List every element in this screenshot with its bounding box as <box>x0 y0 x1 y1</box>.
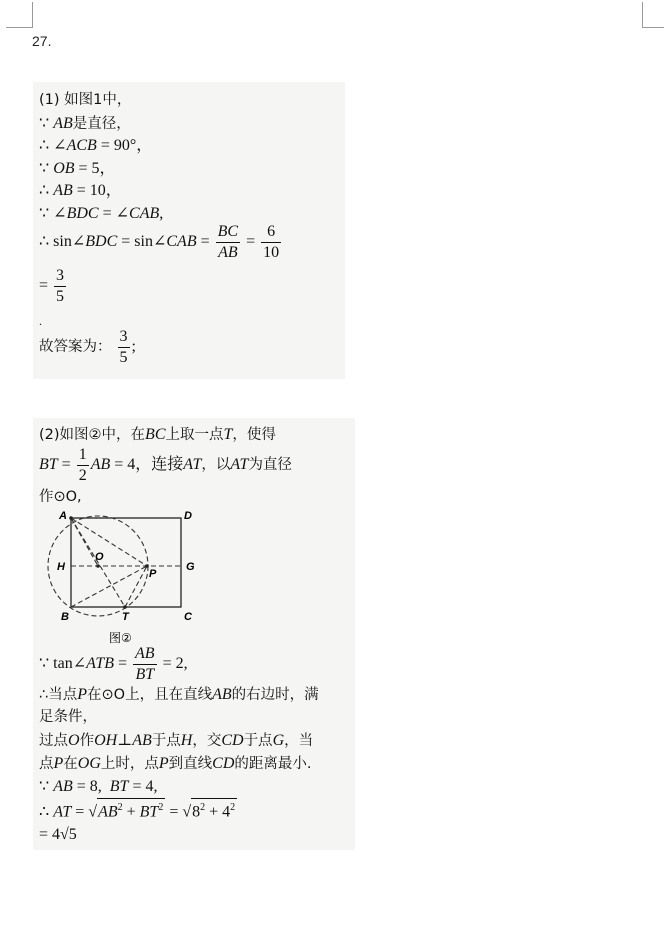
part1-line4: ∵ OB = 5， <box>39 160 116 177</box>
part2-line6: ∴当点P在⊙O上，且在直线AB的右边时，满 <box>39 686 319 703</box>
label-h: H <box>57 561 65 573</box>
question-number: 27. <box>32 33 52 49</box>
part1-dot: . <box>39 314 42 328</box>
fraction-bc-ab: $\frac{BC}{AB}$ <box>217 223 239 261</box>
part1-line1: (1) 如图1中， <box>39 92 132 108</box>
part1-line3: ∴ ∠ACB = 90°， <box>39 137 153 154</box>
solution-part2-image <box>33 418 355 850</box>
part2-line8: 过点O作OH⊥AB于点H，交CD于点G，当 <box>39 732 314 749</box>
crop-mark-top-right-horizontal <box>642 27 664 28</box>
part2-line11: ∴ AT = $√AB^2 + BT^2 = √8^2 + 4^2$ <box>39 798 237 823</box>
crop-mark-top-left-vertical <box>32 2 33 28</box>
part2-line1: (2)如图②中，在BC上取一点T，使得 <box>39 426 276 443</box>
fraction-1-2: $\frac{1}{2}$ <box>78 446 87 484</box>
crop-mark-top-left-horizontal <box>6 27 33 28</box>
part1-line2: ∵ AB是直径， <box>39 115 131 132</box>
part2-line9: 点P在OG上时，点P到直线CD的距离最小. <box>39 755 312 772</box>
part1-line8: = $\frac{3}{5}$ <box>39 267 65 305</box>
part1-line7: ∴ sin∠BDC = sin∠CAB = $\frac{BC}{AB}$ = $\frac{6}{10}$ <box>39 223 280 261</box>
rectangle-abcd <box>71 518 181 607</box>
geometry-figure <box>43 510 218 648</box>
label-o: O <box>95 551 104 563</box>
part2-line2: BT = $\frac{1}{2}$ AB = 4，连接AT，以AT为直径 <box>39 446 292 484</box>
label-g: G <box>186 561 195 573</box>
fraction-3-5: $\frac{3}{5}$ <box>56 267 65 305</box>
label-b: B <box>61 611 69 623</box>
part1-answer-line: 故答案为： $\frac{3}{5}$ ; <box>39 328 136 366</box>
answer-fraction: $\frac{3}{5}$ <box>119 328 128 366</box>
part1-line5: ∴ AB = 10， <box>39 182 122 199</box>
label-p: P <box>149 568 157 580</box>
fraction-ab-bt: $\frac{AB}{BT}$ <box>135 645 155 683</box>
part1-line2-text: 是直径， <box>72 116 131 132</box>
part2-line5: ∵ tan∠ATB = $\frac{AB}{BT}$ = 2, <box>39 645 188 683</box>
label-c: C <box>184 611 192 623</box>
part2-line7: 足条件， <box>39 709 97 725</box>
part2-line10: ∵ AB = 8, BT = 4, <box>39 778 158 795</box>
label-a: A <box>59 510 67 522</box>
dashed-lines <box>71 518 181 607</box>
part1-line6: ∵ ∠BDC = ∠CAB, <box>39 205 164 222</box>
part2-line12: = 4√5 <box>39 826 77 843</box>
label-d: D <box>184 510 192 522</box>
figure-caption: 图② <box>109 631 132 645</box>
fraction-6-10: $\frac{6}{10}$ <box>263 223 280 261</box>
crop-mark-top-right-vertical <box>642 2 643 28</box>
label-t: T <box>122 611 129 623</box>
part2-line3: 作⊙O, <box>39 489 82 505</box>
solution-part1-image <box>33 82 345 379</box>
